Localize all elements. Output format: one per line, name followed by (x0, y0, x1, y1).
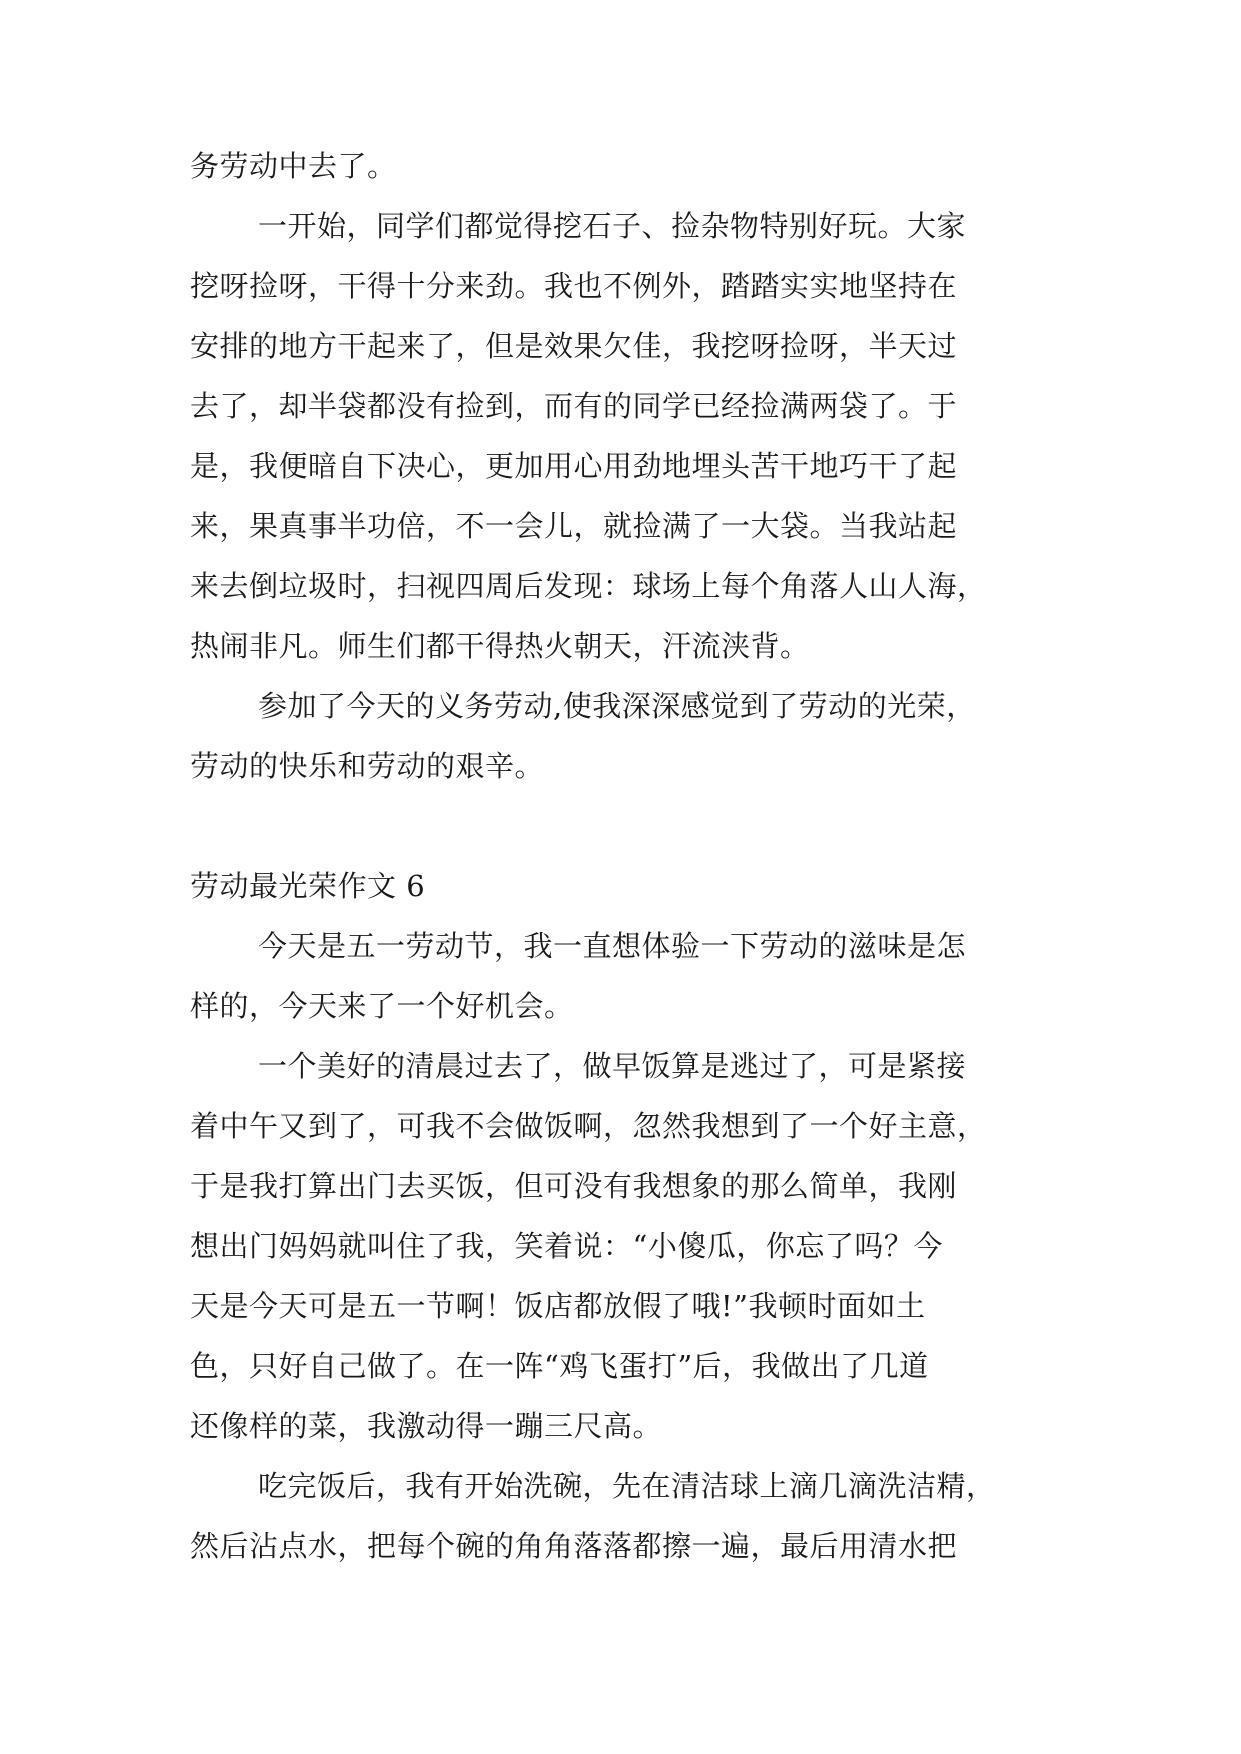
text-line: 还像样的菜，我激动得一蹦三尺高。 (190, 1409, 663, 1443)
text-line: 务劳动中去了。 (190, 149, 397, 183)
text-line: 然后沾点水，把每个碗的角角落落都擦一遍，最后用清水把 (190, 1529, 958, 1563)
text-line: 一个美好的清晨过去了，做早饭算是逃过了，可是紧接 (258, 1049, 967, 1083)
text-line: 来，果真事半功倍，不一会儿，就捡满了一大袋。当我站起 (190, 509, 958, 543)
text-line: 参加了今天的义务劳动,使我深深感觉到了劳动的光荣， (258, 689, 976, 723)
text-line: 安排的地方干起来了，但是效果欠佳，我挖呀捡呀，半天过 (190, 329, 958, 363)
text-line: 是，我便暗自下决心，更加用心用劲地埋头苦干地巧干了起 (190, 449, 958, 483)
text-line: 热闹非凡。师生们都干得热火朝天，汗流浃背。 (190, 629, 810, 663)
text-line: 吃完饭后，我有开始洗碗，先在清洁球上滴几滴洗洁精， (258, 1469, 996, 1503)
text-line: 一开始，同学们都觉得挖石子、捡杂物特别好玩。大家 (258, 209, 967, 243)
section-heading: 劳动最光荣作文 6 (190, 869, 426, 903)
text-line: 色，只好自己做了。在一阵“鸡飞蛋打”后，我做出了几道 (190, 1349, 929, 1383)
text-line: 天是今天可是五一节啊！饭店都放假了哦!”我顿时面如土 (190, 1289, 926, 1323)
text-line: 劳动的快乐和劳动的艰辛。 (190, 749, 545, 783)
text-line: 样的，今天来了一个好机会。 (190, 989, 574, 1023)
text-line: 去了，却半袋都没有捡到，而有的同学已经捡满两袋了。于 (190, 389, 958, 423)
text-line: 今天是五一劳动节，我一直想体验一下劳动的滋味是怎 (258, 929, 967, 963)
text-line: 想出门妈妈就叫住了我，笑着说：“小傻瓜，你忘了吗？今 (190, 1229, 943, 1263)
text-line: 挖呀捡呀，干得十分来劲。我也不例外，踏踏实实地坚持在 (190, 269, 958, 303)
text-line: 着中午又到了，可我不会做饭啊，忽然我想到了一个好主意， (190, 1109, 987, 1143)
text-line: 来去倒垃圾时，扫视四周后发现：球场上每个角落人山人海， (190, 569, 987, 603)
text-line: 于是我打算出门去买饭，但可没有我想象的那么简单，我刚 (190, 1169, 958, 1203)
